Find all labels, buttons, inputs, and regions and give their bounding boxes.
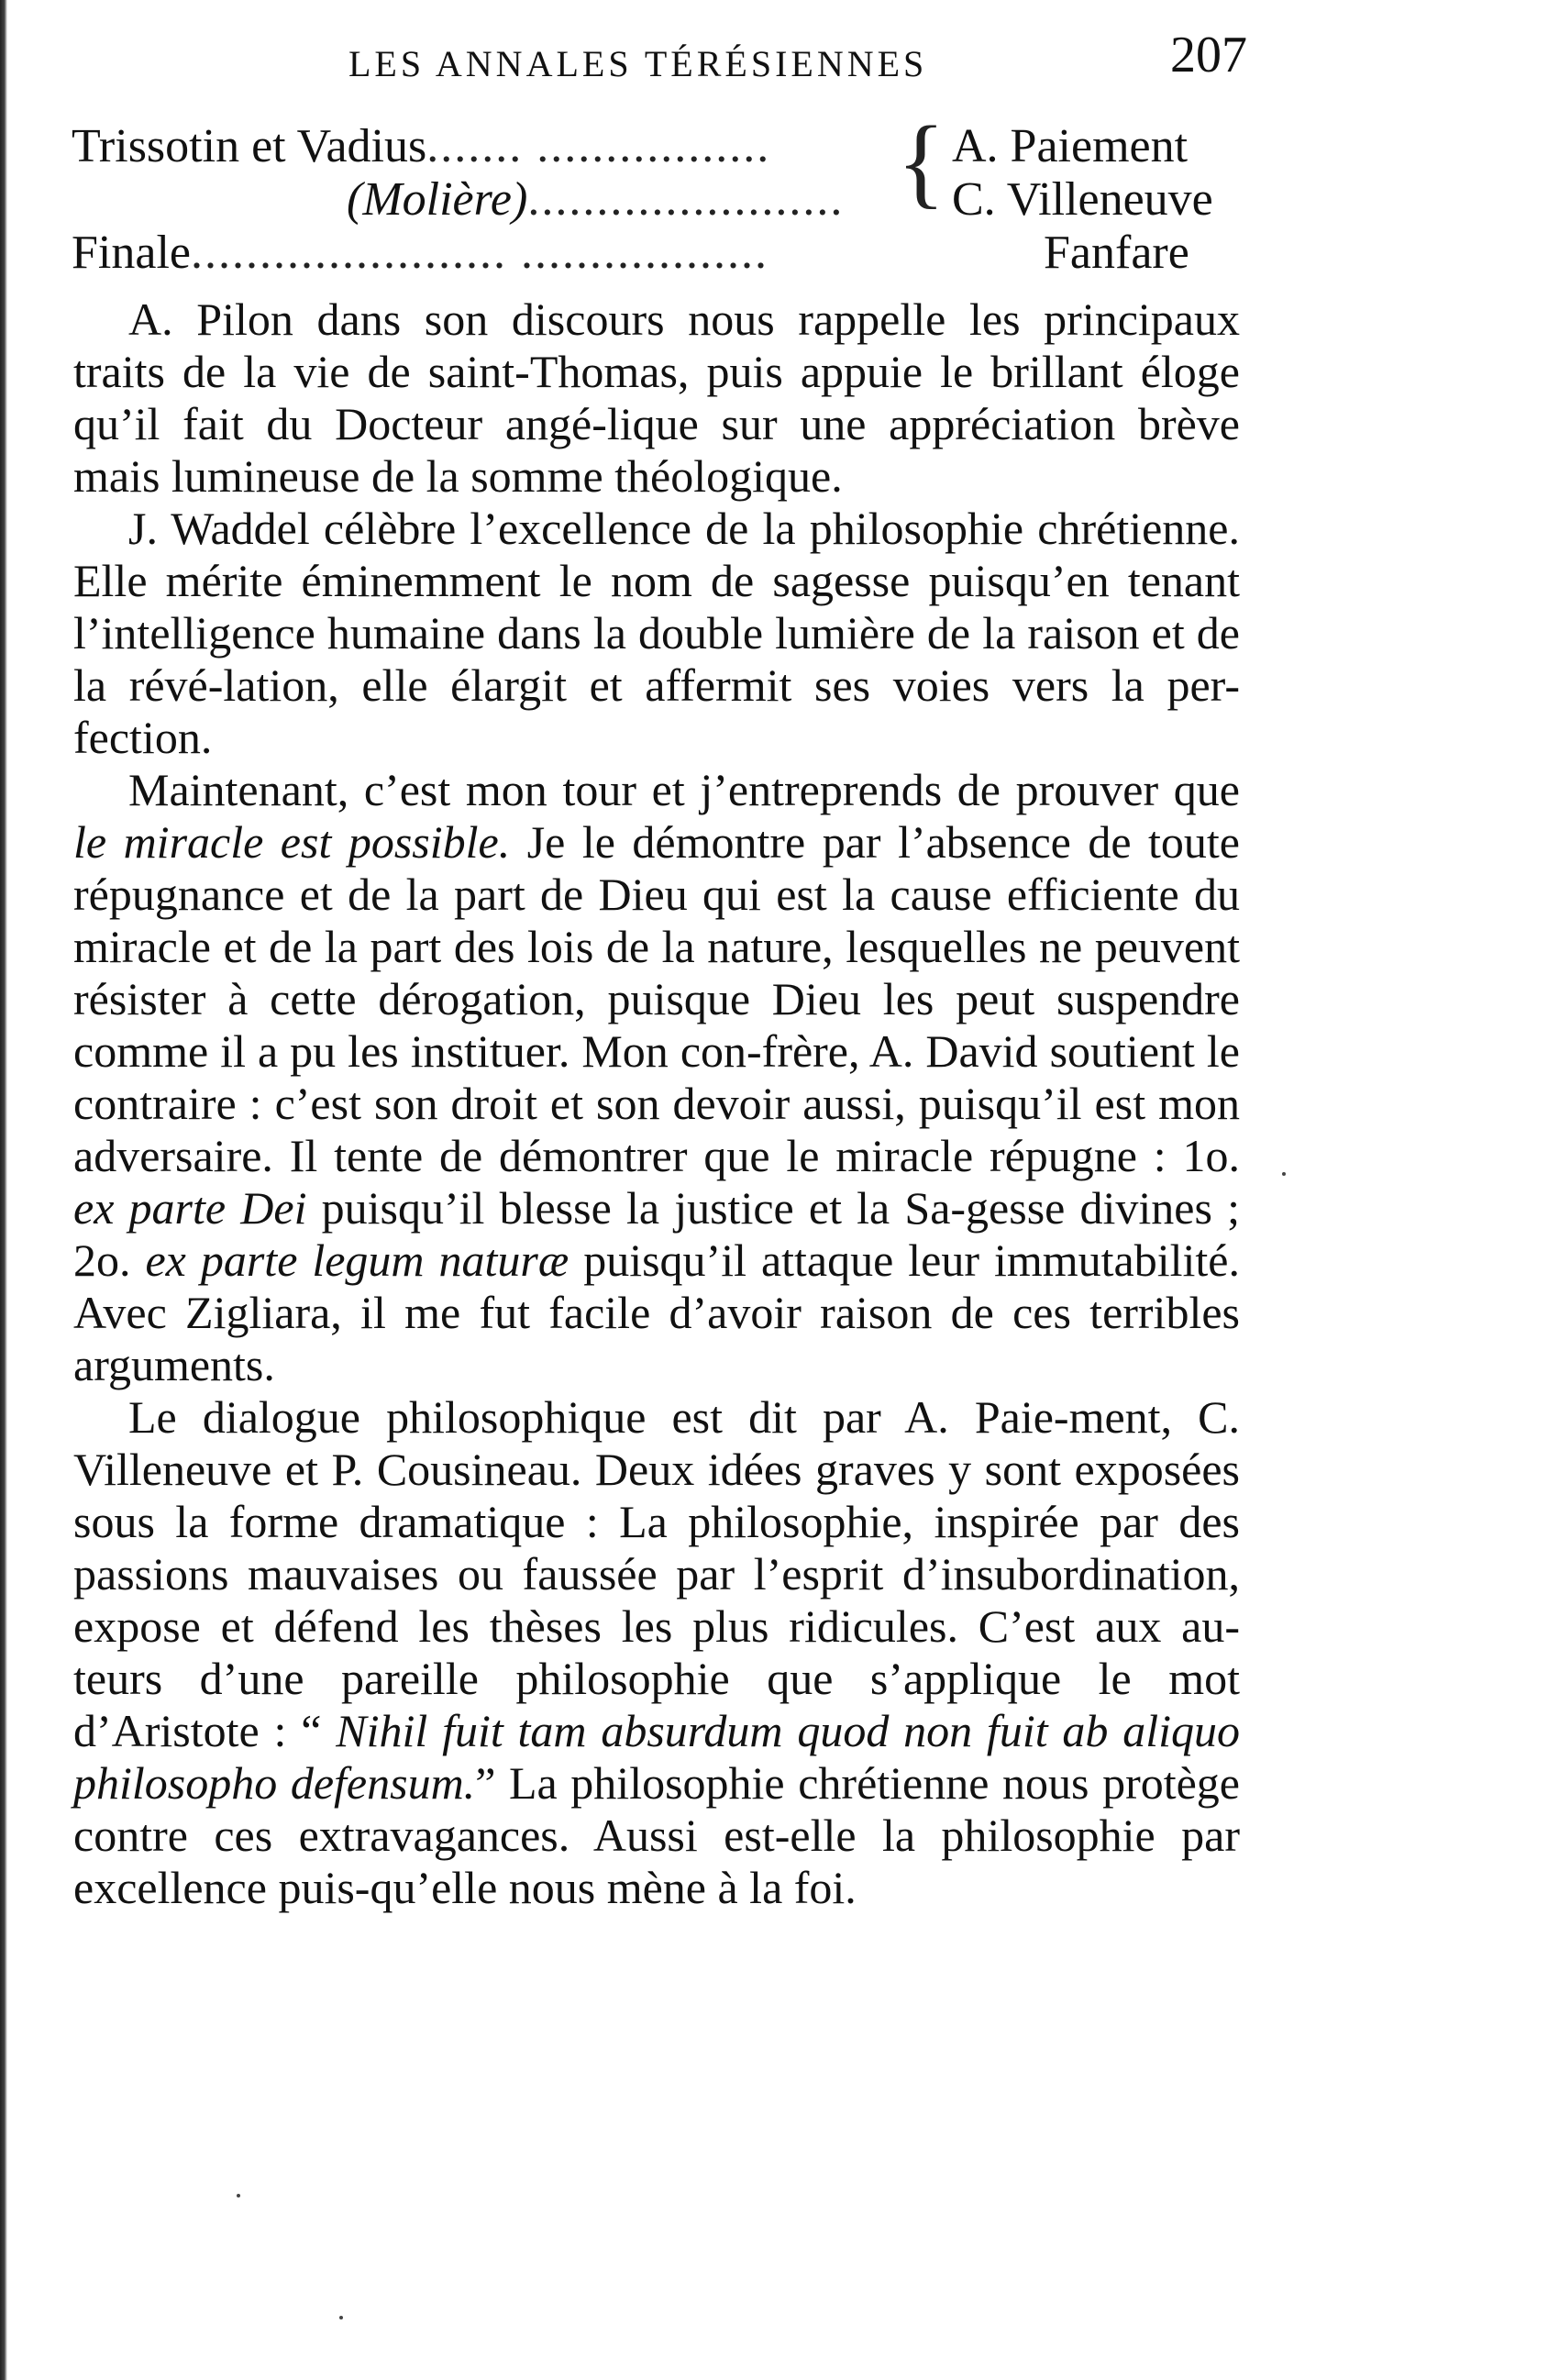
running-title: LES ANNALES TÉRÉSIENNES	[348, 43, 928, 84]
program-item-title: (Molière).......................	[347, 173, 845, 226]
program-listing	[72, 105, 1245, 279]
leader-dots: ....................... ..................	[190, 227, 768, 279]
program-row	[72, 226, 1245, 279]
italic-phrase: ex parte legum naturæ	[145, 1234, 569, 1286]
paragraph: A. Pilon dans son discours nous rappelle les principaux traits de la vie de saint-Thomas, puis appuie le brillant éloge qu’il fait du Docteur angé-lique sur une appréciation brève mais lumineuse de la somme théologique.	[73, 293, 1240, 502]
body-text	[73, 293, 1240, 1914]
program-item-title: Finale....................... ..................	[72, 227, 768, 279]
print-speck	[339, 2316, 343, 2319]
program-item-performer: C. Villeneuve	[952, 173, 1213, 226]
brace-mark: {	[897, 105, 945, 217]
italic-phrase: le miracle est possible.	[73, 816, 511, 868]
program-item-title: Trissotin et Vadius....... .................	[72, 120, 771, 172]
program-item-performer: A. Paiement	[952, 120, 1189, 172]
page-header	[73, 26, 1247, 99]
leader-dots: .......................	[527, 173, 845, 226]
page-edge-shadow	[0, 0, 7, 2380]
paragraph: Le dialogue philosophique est dit par A. Paie-ment, C. Villeneuve et P. Cousineau. Deux idées graves y sont exposées sous la forme dramatique : La philosophie, inspirée par des passions mauvaises ou faussée par l’esprit d’insubordination, expose et défend les thèses les plus ridicules. C’est aux au-teurs d’une pareille philosophie que s’applique le mot d’Aristote : “ Nihil fuit tam absurdum quod non fuit ab aliquo philosopho defensum.” La philosophie chrétienne nous protège contre ces extravagances. Aussi est-elle la philosophie par excellence puis-qu’elle nous mène à la foi.	[73, 1391, 1240, 1913]
paragraph: Maintenant, c’est mon tour et j’entreprends de prouver que le miracle est possible. Je le démontre par l’absence de toute répugnance et de la part de Dieu qui est la cause efficiente du miracle et de la part des lois de la nature, lesquelles ne peuvent résister à cette dérogation, puisque Dieu les peut suspendre comme il a pu les instituer. Mon con-frère, A. David soutient le contraire : c’est son droit et son devoir aussi, puisqu’il est mon adversaire. Il tente de démontrer que le miracle répugne : 1o. ex parte Dei puisqu’il blesse la justice et la Sa-gesse divines ; 2o. ex parte legum naturæ puisqu’il attaque leur immutabilité. Avec Zigliara, il me fut facile d’avoir raison de ces terribles arguments.	[73, 764, 1240, 1390]
leader-dots: ....... .................	[426, 120, 771, 172]
paragraph: J. Waddel célèbre l’excellence de la philosophie chrétienne. Elle mérite éminemment le nom de sagesse puisqu’en tenant l’intelligence humaine dans la double lumière de la raison et de la révé-lation, elle élargit et affermit ses voies vers la per-fection.	[73, 503, 1240, 763]
italic-quote: Nihil fuit tam absurdum quod non fuit ab aliquo philosopho defensum.	[73, 1705, 1240, 1809]
program-item-performer: Fanfare	[1044, 227, 1189, 279]
page-number: 207	[1170, 27, 1247, 83]
print-speck	[237, 2194, 240, 2197]
program-row	[72, 119, 1245, 172]
print-speck	[1282, 1172, 1286, 1176]
program-row	[72, 172, 1245, 226]
italic-phrase: ex parte Dei	[73, 1182, 307, 1234]
